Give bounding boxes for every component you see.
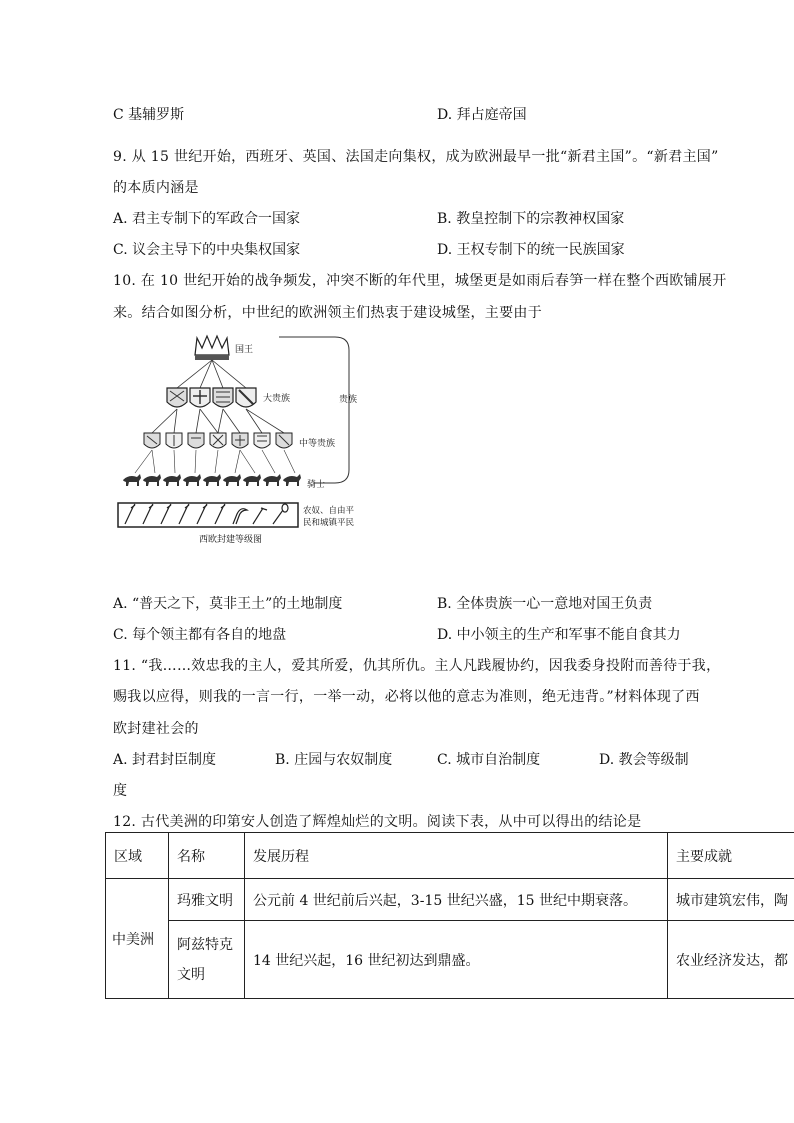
crown-icon (195, 336, 229, 360)
q11-option-a: A. 封君封臣制度 (113, 752, 217, 768)
shield-icon (188, 433, 204, 448)
label-nobles: 贵族 (339, 395, 358, 405)
horse-icon (263, 474, 281, 486)
q10-option-b: B. 全体贵族一心一意地对国王负责 (437, 596, 653, 612)
horse-icon (123, 474, 141, 486)
region-cell: 中美洲 (106, 879, 169, 999)
horse-icon (163, 474, 181, 486)
shield-icon (276, 433, 292, 448)
header-name: 名称 (169, 833, 245, 879)
label-great-nobles: 大贵族 (263, 394, 291, 404)
q12-stem: 12. 古代美洲的印第安人创造了辉煌灿烂的文明。阅读下表，从中可以得出的结论是 (113, 814, 642, 830)
table-header-row (106, 833, 794, 879)
q9-option-a: A. 君主专制下的军政合一国家 (113, 211, 301, 227)
shield-icon (232, 433, 248, 448)
shield-icon (236, 388, 256, 407)
achievement-cell: 农业经济发达，都 (668, 921, 794, 999)
shield-icon (254, 433, 270, 448)
label-knights: 骑士 (307, 480, 326, 490)
label-king: 国王 (235, 345, 254, 355)
q11-option-c: C. 城市自治制度 (437, 752, 541, 768)
q8-option-d: D. 拜占庭帝国 (437, 107, 527, 123)
achievement-cell: 城市建筑宏伟，陶 (668, 879, 794, 921)
q11-stem-line2: 赐我以应得，则我的一言一行，一举一动，必将以他的意志为准则，绝无违背。”材料体现了西 (113, 689, 700, 705)
q10-option-a: A. “普天之下，莫非王土”的土地制度 (113, 596, 343, 612)
civ-name-cell: 玛雅文明 (169, 879, 245, 921)
q10-option-c: C. 每个领主都有各自的地盘 (113, 627, 287, 643)
shield-icon (190, 388, 210, 407)
q11-option-b: B. 庄园与农奴制度 (275, 752, 393, 768)
q11-stem-line1: 11. “我……效忠我的主人，爱其所爱，仇其所仇。主人凡践履协约，因我委身投附而善待于我， (113, 658, 721, 674)
horse-icon (183, 474, 201, 486)
horse-icon (223, 474, 241, 486)
q10-stem-line1: 10. 在 10 世纪开始的战争频发，冲突不断的年代里，城堡更是如雨后春笋一样在整个西欧铺展开 (113, 273, 727, 289)
knight-icons (123, 474, 301, 486)
middle-noble-shields (144, 433, 292, 448)
table-row (106, 879, 794, 921)
q11-stem-line3: 欧封建社会的 (113, 721, 199, 737)
great-noble-shields (167, 388, 256, 407)
history-cell: 公元前 4 世纪前后兴起，3-15 世纪兴盛，15 世纪中期衰落。 (245, 879, 668, 921)
civilization-table (105, 832, 794, 999)
table-row (106, 921, 794, 999)
q10-stem-line2: 来。结合如图分析，中世纪的欧洲领主们热衷于建设城堡，主要由于 (113, 305, 542, 321)
civ-name-cell (169, 921, 245, 999)
history-cell: 14 世纪兴起，16 世纪初达到鼎盛。 (245, 921, 668, 999)
q8-option-c: C 基辅罗斯 (113, 107, 185, 123)
diagram-caption: 西欧封建等级图 (199, 535, 263, 545)
label-peasants-line1: 农奴、自由平 (303, 506, 355, 516)
civ-name-line1: 阿兹特克 (177, 936, 233, 953)
shield-icon (144, 433, 160, 448)
horse-icon (283, 474, 301, 486)
q10-option-d: D. 中小领主的生产和军事不能自食其力 (437, 627, 681, 643)
q9-option-d: D. 王权专制下的统一民族国家 (437, 242, 625, 258)
q11-option-d-continued: 度 (113, 783, 127, 799)
shield-icon (166, 433, 182, 448)
label-peasants-line2: 民和城镇平民 (303, 518, 355, 528)
horse-icon (143, 474, 161, 486)
civ-name-line2: 文明 (177, 966, 205, 983)
q9-option-b: B. 教皇控制下的宗教神权国家 (437, 211, 625, 227)
horse-icon (203, 474, 221, 486)
q9-stem-line1: 9. 从 15 世纪开始，西班牙、英国、法国走向集权，成为欧洲最早一批“新君主国”。“新君主国” (113, 149, 719, 165)
label-middle-nobles: 中等贵族 (299, 439, 336, 449)
shield-icon (213, 388, 233, 407)
peasants-box (118, 503, 298, 527)
header-achievement: 主要成就 (668, 833, 794, 879)
horse-icon (243, 474, 261, 486)
header-region: 区域 (106, 833, 169, 879)
header-history: 发展历程 (245, 833, 668, 879)
q9-stem-line2: 的本质内涵是 (113, 180, 199, 196)
shield-icon (210, 433, 226, 448)
q11-option-d: D. 教会等级制 (599, 752, 689, 768)
feudal-hierarchy-diagram (113, 330, 373, 550)
shield-icon (167, 388, 187, 407)
q9-option-c: C. 议会主导下的中央集权国家 (113, 242, 301, 258)
